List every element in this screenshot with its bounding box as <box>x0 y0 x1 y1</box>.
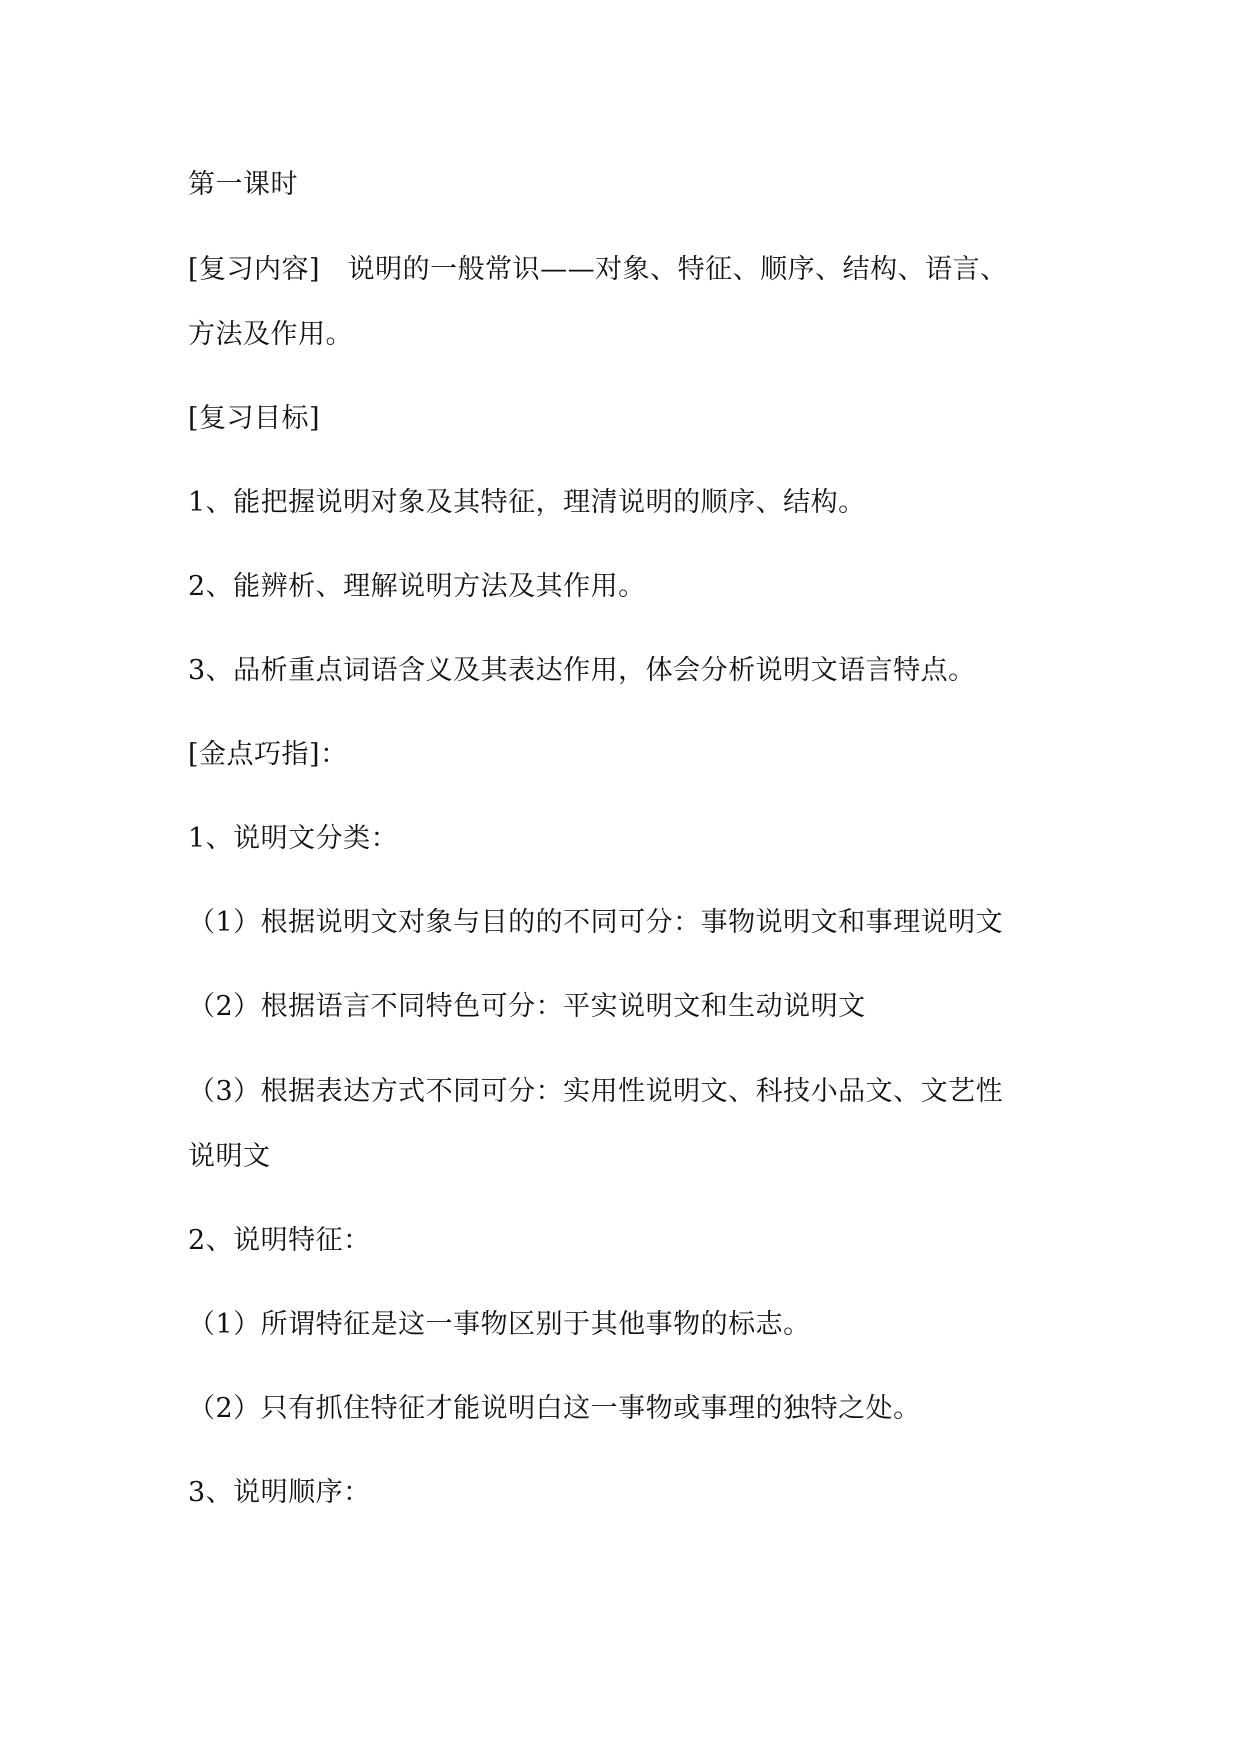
goal-item-2: 2、能辨析、理解说明方法及其作用。 <box>188 571 646 602</box>
review-goals-heading: [复习目标] <box>188 403 321 434</box>
section-order: 3、说明顺序： <box>188 1477 371 1508</box>
classification-item-3-continuation: 说明文 <box>188 1141 271 1172</box>
key-points-heading: [金点巧指]： <box>188 739 348 770</box>
feature-item-1: （1）所谓特征是这一事物区别于其他事物的标志。 <box>188 1309 811 1340</box>
section-features: 2、说明特征： <box>188 1225 371 1256</box>
section-classification: 1、说明文分类： <box>188 823 399 854</box>
classification-item-1: （1）根据说明文对象与目的的不同可分：事物说明文和事理说明文 <box>188 907 1004 938</box>
goal-item-3: 3、品析重点词语含义及其表达作用，体会分析说明文语言特点。 <box>188 655 976 686</box>
feature-item-2: （2）只有抓住特征才能说明白这一事物或事理的独特之处。 <box>188 1393 921 1424</box>
lesson-heading: 第一课时 <box>188 169 298 200</box>
classification-item-3: （3）根据表达方式不同可分：实用性说明文、科技小品文、文艺性 <box>188 1076 1004 1107</box>
review-content-line: [复习内容] 说明的一般常识——对象、特征、顺序、结构、语言、 <box>188 254 1008 285</box>
goal-item-1: 1、能把握说明对象及其特征，理清说明的顺序、结构。 <box>188 487 866 518</box>
classification-item-2: （2）根据语言不同特色可分：平实说明文和生动说明文 <box>188 991 866 1022</box>
review-content-continuation: 方法及作用。 <box>188 319 353 350</box>
